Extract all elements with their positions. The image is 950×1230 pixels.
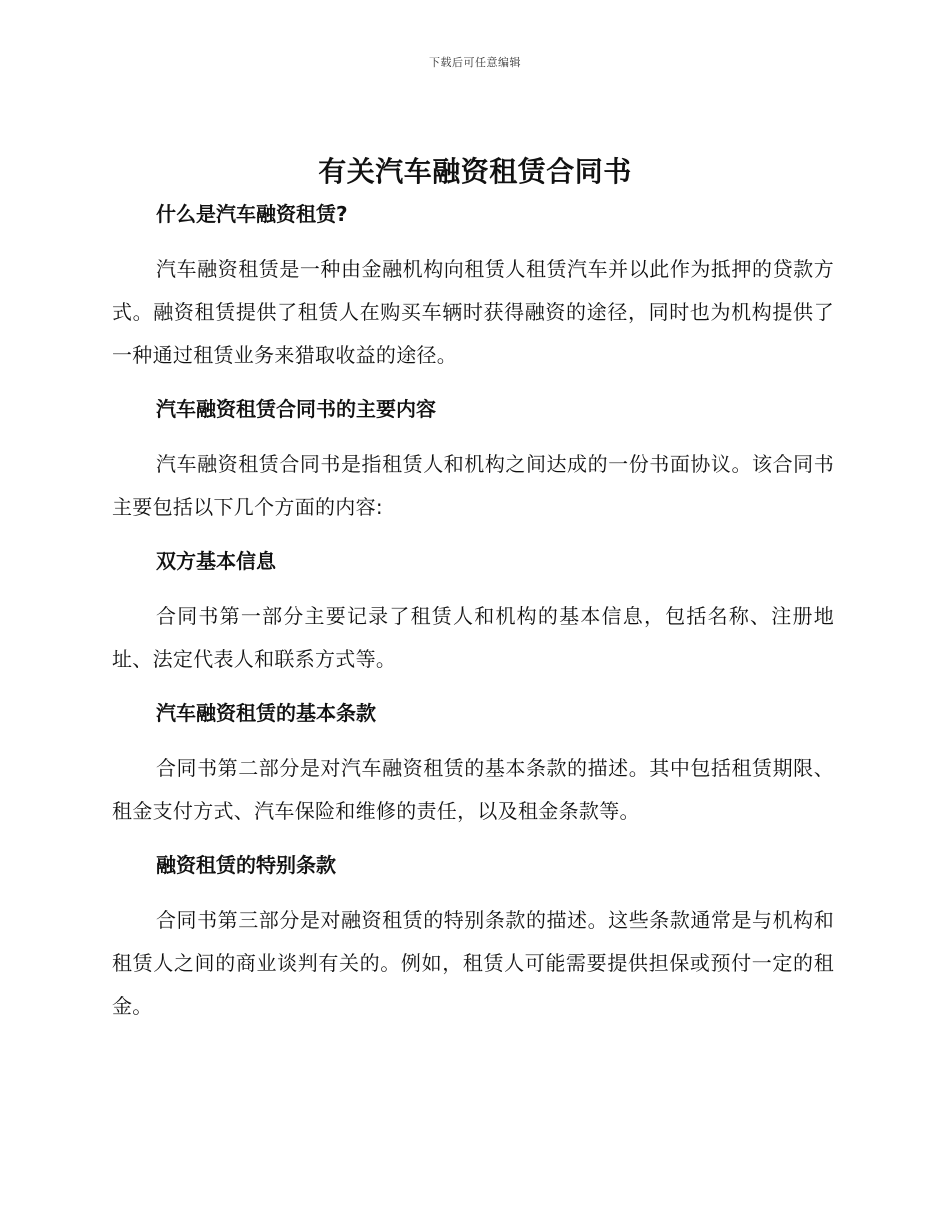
document-title: 有关汽车融资租赁合同书 bbox=[318, 155, 632, 188]
section-heading-party-info: 双方基本信息 bbox=[156, 549, 276, 573]
section-paragraph-party-info: 合同书第一部分主要记录了租赁人和机构的基本信息，包括名称、注册地址、法定代表人和联系方式等。 bbox=[112, 604, 834, 671]
section-heading-main-content: 汽车融资租赁合同书的主要内容 bbox=[156, 397, 436, 421]
section-heading-basic-terms: 汽车融资租赁的基本条款 bbox=[156, 701, 376, 725]
section-heading-special-terms: 融资租赁的特别条款 bbox=[156, 853, 336, 877]
section-heading-what-is: 什么是汽车融资租赁? bbox=[156, 202, 348, 226]
document-body bbox=[112, 194, 834, 1040]
section-paragraph-special-terms: 合同书第三部分是对融资租赁的特别条款的描述。这些条款通常是与机构和租赁人之间的商业谈判有关的。例如，租赁人可能需要提供担保或预付一定的租金。 bbox=[112, 908, 834, 1018]
header-note: 下载后可任意编辑 bbox=[429, 56, 521, 69]
section-paragraph-main-content: 汽车融资租赁合同书是指租赁人和机构之间达成的一份书面协议。该合同书主要包括以下几个方面的内容: bbox=[112, 452, 834, 519]
section-paragraph-what-is: 汽车融资租赁是一种由金融机构向租赁人租赁汽车并以此作为抵押的贷款方式。融资租赁提供了租赁人在购买车辆时获得融资的途径，同时也为机构提供了一种通过租赁业务来猎取收益的途径。 bbox=[112, 257, 834, 367]
section-paragraph-basic-terms: 合同书第二部分是对汽车融资租赁的基本条款的描述。其中包括租赁期限、租金支付方式、汽车保险和维修的责任，以及租金条款等。 bbox=[112, 756, 834, 823]
